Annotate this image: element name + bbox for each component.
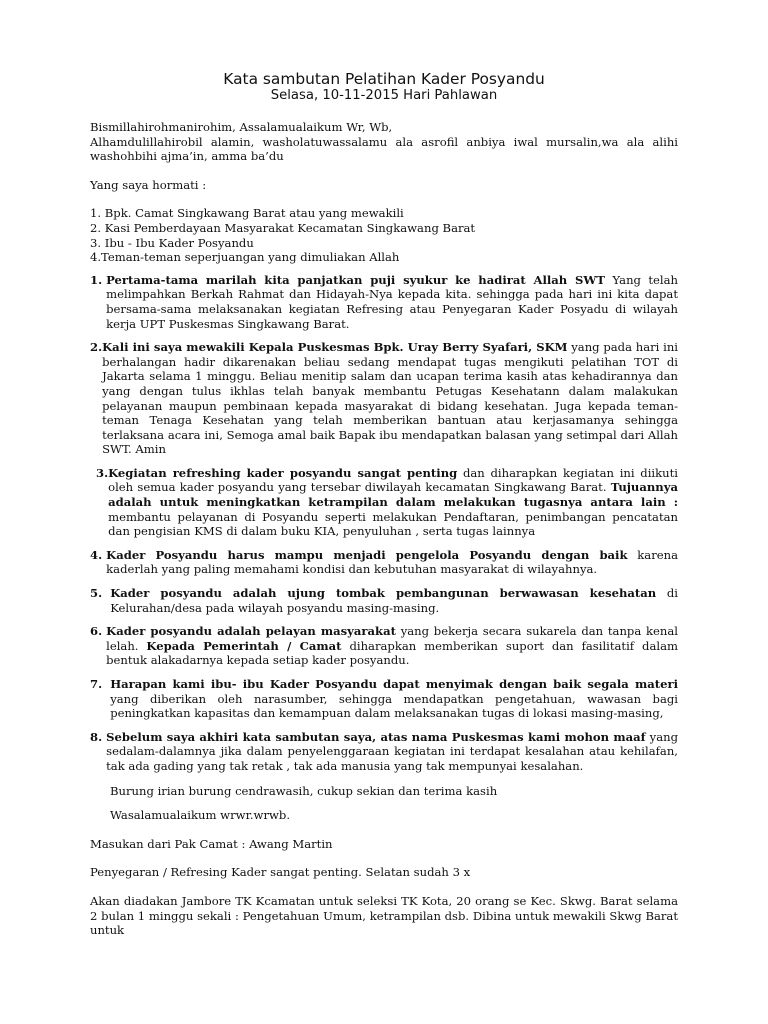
point-number: 8. — [90, 729, 107, 744]
point-plain: di Kelurahan/desa pada wilayah posyandu masing-masing. — [110, 586, 678, 615]
note-line: Penyegaran / Refresing Kader sangat penting. Selatan sudah 3 x — [90, 865, 471, 880]
point-number: 1. — [90, 272, 107, 287]
point-text — [110, 677, 678, 721]
point-item — [90, 273, 678, 331]
point-number: 7. — [90, 677, 111, 691]
point-plain: yang diberikan oleh narasumber, sehingga mendapatkan pengetahuan, wawasan bagi peningkatkan kapasitas dan kemampuan dalam melaksanakan tugas di lokasi masing-masing, — [110, 691, 678, 721]
point-bold: Kegiatan refreshing kader posyandu sangat penting — [108, 465, 458, 480]
point-plain: yang pada hari ini berhalangan hadir dikarenakan beliau sedang mendapat tugas mengikuti pelatihan TOT di Jakarta selama 1 minggu. Beliau menitip salam dan ucapan terima kasih atas kehadirannya dan yang dengan tulus ikhlas telah banyak membantu Petugas Kesehatann dalam malakukan pelayanan maupun pembinaan kepada masyarakat di bidang kesehatan. Juga kepada teman-teman Tenaga Kesehatan yang telah memberikan bantuan atau kerjasamanya sehingga terlaksana acara ini, Semoga amal baik Bapak ibu mendapatkan balasan yang setimpal dari Allah SWT. Amin — [102, 340, 678, 457]
document-body — [90, 70, 678, 938]
point-text — [108, 466, 678, 539]
point-plain: yang bekerja secara sukarela dan tanpa kenal lelah. — [106, 624, 678, 653]
opening-line: Alhamdulillahirobil alamin, washolatuwassalamu ala asrofil anbiya iwal mursalin,wa ala alihi washohbihi ajma’in, amma ba’du — [90, 134, 678, 164]
point-item — [90, 624, 678, 668]
point-number: 4. — [90, 547, 107, 562]
point-text — [102, 340, 678, 457]
note-line: Akan diadakan Jambore TK Kcamatan untuk seleksi TK Kota, 20 orang se Kec. Skwg. Barat selama 2 bulan 1 minggu sekali : Pengetahuan Umum, ketrampilan dsb. Dibina untuk mewakili Skwg Barat untuk — [90, 893, 678, 938]
point-bold: Kader posyandu adalah ujung tombak pembangunan berwawasan kesehatan — [110, 586, 657, 601]
note-line: Masukan dari Pak Camat : Awang Martin — [90, 836, 333, 851]
point-bold: Harapan kami ibu- ibu Kader Posyandu dapat menyimak dengan baik segala materi — [110, 677, 678, 691]
point-bold: Kepada Pemerintah / Camat — [146, 638, 342, 653]
point-text — [106, 548, 678, 577]
point-plain: membantu pelayanan di Posyandu seperti melakukan Pendaftaran, penimbangan pencatatan dan pengisian KMS di dalam buku KIA, penyuluhan , serta tugas lainnya — [108, 509, 678, 539]
list-item: 4.Teman-teman seperjuangan yang dimuliakan Allah — [90, 250, 400, 265]
honored-list — [90, 206, 678, 264]
point-plain: diharapkan memberikan suport dan fasilitatif dalam bentuk alakadarnya kepada setiap kader posyandu. — [106, 638, 678, 668]
closing-line: Burung irian burung cendrawasih, cukup sekian dan terima kasih — [110, 783, 498, 798]
document-subtitle: Selasa, 10-11-2015 Hari Pahlawan — [270, 88, 498, 103]
point-item — [90, 586, 678, 615]
list-item: 2. Kasi Pemberdayaan Masyarakat Kecamatan Singkawang Barat — [90, 220, 476, 235]
point-text — [110, 586, 678, 615]
closing-line: Wasalamualaikum wrwr.wrwb. — [110, 808, 291, 823]
point-plain: dan diharapkan kegiatan ini diikuti oleh semua kader posyandu yang tersebar diwilayah kecamatan Singkawang Barat. — [108, 465, 678, 495]
point-plain: yang sedalam-dalamnya jika dalam penyelenggaraan kegiatan ini terdapat kesalahan atau kehilafan, tak ada gading yang tak retak , tak ada manusia yang tak mempunyai kesalahan. — [106, 729, 678, 773]
point-item — [90, 677, 678, 721]
point-plain: karena kaderlah yang paling memahami kondisi dan kebutuhan masyarakat di wilayahnya. — [106, 547, 679, 577]
point-plain: Yang telah melimpahkan Berkah Rahmat dan Hidayah-Nya kepada kita. sehingga pada hari ini kita dapat bersama-sama melaksanakan kegiatan Refresing atau Penyegaran Kader Posyadu di wilayah kerja UPT Puskesmas Singkawang Barat. — [106, 272, 678, 331]
point-bold: Pertama-tama marilah kita panjatkan puji syukur ke hadirat Allah SWT — [106, 272, 605, 287]
opening-line: Bismillahirohmanirohim, Assalamualaikum Wr, Wb, — [90, 120, 393, 134]
point-bold: Sebelum saya akhiri kata sambutan saya, atas nama Puskesmas kami mohon maaf — [106, 729, 646, 744]
document-title: Kata sambutan Pelatihan Kader Posyandu — [223, 70, 545, 88]
point-text — [106, 624, 678, 668]
point-item — [90, 730, 678, 774]
point-bold: Kader Posyandu harus mampu menjadi pengelola Posyandu dengan baik — [106, 547, 628, 562]
list-item: 3. Ibu - Ibu Kader Posyandu — [90, 235, 254, 250]
point-number: 5. — [90, 586, 111, 601]
point-number: 3. — [96, 465, 109, 480]
point-bold: Tujuannya adalah untuk meningkatkan ketrampilan dalam melakukan tugasnya antara lain : — [108, 480, 678, 510]
point-bold: Kader posyandu adalah pelayan masyarakat — [106, 624, 396, 639]
point-item — [90, 548, 678, 577]
point-text — [106, 730, 678, 774]
point-item — [90, 466, 678, 539]
point-text — [106, 273, 678, 331]
greeting-label: Yang saya hormati : — [90, 177, 207, 192]
list-item: 1. Bpk. Camat Singkawang Barat atau yang mewakili — [90, 206, 404, 221]
point-bold: Kali ini saya mewakili Kepala Puskesmas Bpk. Uray Berry Syafari, SKM — [102, 340, 568, 355]
point-number: 2. — [90, 340, 103, 355]
point-number: 6. — [90, 624, 107, 639]
point-item — [90, 340, 678, 457]
